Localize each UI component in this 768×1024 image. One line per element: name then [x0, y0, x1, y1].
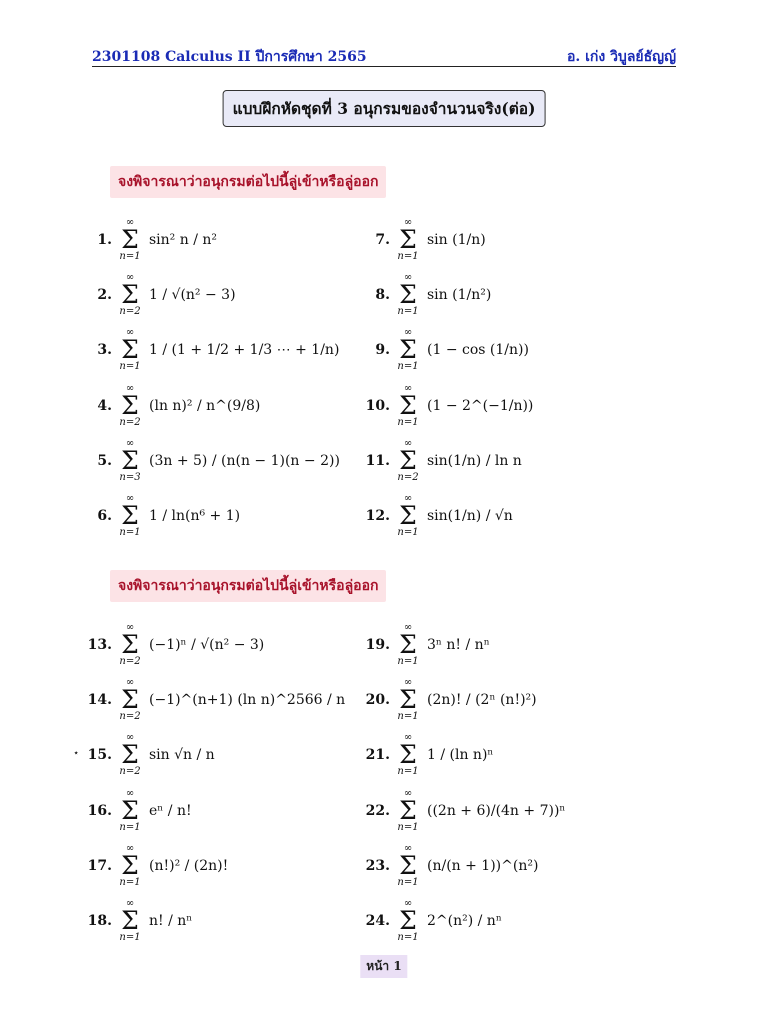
problem-item	[358, 730, 493, 780]
problem-number: 6.	[97, 508, 112, 524]
sum-upper-limit: ∞	[403, 677, 413, 688]
sum-lower-limit: n=2	[119, 711, 141, 722]
series-term: 1 / (1 + 1/2 + 1/3 ⋯ + 1/n)	[149, 342, 340, 358]
series-term: (n!)² / (2n)!	[149, 858, 229, 874]
problem-item	[80, 620, 264, 670]
sum-upper-limit: ∞	[403, 217, 413, 228]
series-term: (3n + 5) / (n(n − 1)(n − 2))	[149, 453, 340, 469]
summation-sign	[395, 494, 421, 538]
course-title: 2301108 Calculus II ปีการศึกษา 2565	[92, 49, 367, 65]
series-term: sin (1/n)	[427, 232, 486, 248]
problem-number: 22.	[365, 803, 390, 819]
sum-lower-limit: n=1	[397, 766, 419, 777]
problem-item	[80, 841, 228, 891]
series-term: n! / nⁿ	[149, 913, 193, 929]
sigma-icon: Σ	[399, 391, 417, 420]
series-term: sin(1/n) / √n	[427, 508, 513, 524]
sum-upper-limit: ∞	[125, 217, 135, 228]
page-header	[92, 44, 676, 67]
problem-number: 8.	[375, 287, 390, 303]
problem-item	[73, 730, 215, 780]
summation-sign	[395, 623, 421, 667]
sum-upper-limit: ∞	[403, 438, 413, 449]
sigma-icon: Σ	[121, 630, 139, 659]
series-term: (−1)^(n+1) (ln n)^2566 / n	[149, 692, 346, 708]
series-term: sin √n / n	[149, 747, 215, 763]
summation-sign	[395, 844, 421, 888]
sigma-icon: Σ	[399, 225, 417, 254]
series-term: (1 − cos (1/n))	[427, 342, 529, 358]
summation-sign	[117, 494, 143, 538]
summation-sign	[117, 733, 143, 777]
sum-lower-limit: n=1	[119, 932, 141, 943]
sum-lower-limit: n=1	[119, 361, 141, 372]
sum-lower-limit: n=1	[397, 251, 419, 262]
sum-upper-limit: ∞	[125, 843, 135, 854]
summation-sign	[117, 623, 143, 667]
sigma-icon: Σ	[121, 391, 139, 420]
problem-item	[80, 270, 236, 320]
problem-number: 13.	[87, 637, 112, 653]
summation-sign	[395, 439, 421, 483]
section-heading-2: จงพิจารณาว่าอนุกรมต่อไปนี้ลู่เข้าหรือลู่ออก	[110, 570, 386, 602]
sum-lower-limit: n=1	[119, 822, 141, 833]
problem-number: 7.	[375, 232, 390, 248]
problem-item	[358, 436, 522, 486]
sum-lower-limit: n=2	[119, 766, 141, 777]
series-term: sin (1/n²)	[427, 287, 492, 303]
sum-lower-limit: n=1	[119, 251, 141, 262]
problem-number: 10.	[365, 398, 390, 414]
sum-upper-limit: ∞	[403, 788, 413, 799]
problem-item	[80, 896, 192, 946]
sum-lower-limit: n=2	[397, 472, 419, 483]
summation-sign	[395, 328, 421, 372]
summation-sign	[117, 384, 143, 428]
problem-item	[358, 491, 513, 541]
problem-item	[80, 436, 340, 486]
sum-lower-limit: n=3	[119, 472, 141, 483]
problem-item	[358, 675, 537, 725]
summation-sign	[395, 789, 421, 833]
sigma-icon: Σ	[121, 906, 139, 935]
sigma-icon: Σ	[121, 740, 139, 769]
problem-number: 17.	[87, 858, 112, 874]
problem-number: 16.	[87, 803, 112, 819]
sigma-icon: Σ	[399, 501, 417, 530]
sum-upper-limit: ∞	[125, 677, 135, 688]
sigma-icon: Σ	[121, 280, 139, 309]
series-term: 2^(n²) / nⁿ	[427, 913, 502, 929]
summation-sign	[117, 844, 143, 888]
summation-sign	[117, 328, 143, 372]
sigma-icon: Σ	[121, 335, 139, 364]
summation-sign	[395, 899, 421, 943]
summation-sign	[395, 384, 421, 428]
sum-upper-limit: ∞	[403, 327, 413, 338]
sum-lower-limit: n=2	[119, 417, 141, 428]
sigma-icon: Σ	[399, 446, 417, 475]
problem-number: 14.	[87, 692, 112, 708]
exercise-title: แบบฝึกหัดชุดที่ 3 อนุกรมของจำนวนจริง(ต่อ)	[223, 90, 546, 127]
sigma-icon: Σ	[121, 446, 139, 475]
sigma-icon: Σ	[121, 225, 139, 254]
problem-number: 12.	[365, 508, 390, 524]
sum-upper-limit: ∞	[125, 327, 135, 338]
problem-item	[80, 215, 217, 265]
problem-item	[358, 215, 486, 265]
problem-number: 20.	[365, 692, 390, 708]
sigma-icon: Σ	[399, 335, 417, 364]
problem-item	[80, 325, 339, 375]
summation-sign	[117, 789, 143, 833]
series-term: 1 / √(n² − 3)	[149, 287, 236, 303]
problem-item	[358, 896, 502, 946]
sigma-icon: Σ	[121, 851, 139, 880]
series-term: sin² n / n²	[149, 232, 218, 248]
sum-upper-limit: ∞	[125, 383, 135, 394]
sum-lower-limit: n=1	[119, 877, 141, 888]
problem-number: 19.	[365, 637, 390, 653]
summation-sign	[117, 899, 143, 943]
sum-lower-limit: n=1	[397, 877, 419, 888]
problem-number: 5.	[97, 453, 112, 469]
sigma-icon: Σ	[399, 796, 417, 825]
summation-sign	[395, 733, 421, 777]
summation-sign	[395, 218, 421, 262]
series-term: eⁿ / n!	[149, 803, 192, 819]
sigma-icon: Σ	[399, 630, 417, 659]
summation-sign	[117, 218, 143, 262]
series-term: (2n)! / (2ⁿ (n!)²)	[427, 692, 537, 708]
series-term: sin(1/n) / ln n	[427, 453, 522, 469]
series-term: (1 − 2^(−1/n))	[427, 398, 534, 414]
sigma-icon: Σ	[399, 740, 417, 769]
sum-upper-limit: ∞	[403, 272, 413, 283]
sum-lower-limit: n=1	[397, 417, 419, 428]
sum-lower-limit: n=1	[397, 711, 419, 722]
instructor-name: อ. เก่ง วิบูลย์ธัญญ์	[566, 49, 676, 65]
star-icon: ⋆	[73, 748, 80, 759]
summation-sign	[395, 678, 421, 722]
sum-upper-limit: ∞	[125, 493, 135, 504]
summation-sign	[117, 678, 143, 722]
problem-item	[80, 491, 240, 541]
page-number: หน้า 1	[360, 955, 407, 978]
problem-number: 1.	[97, 232, 112, 248]
problem-item	[80, 786, 192, 836]
sigma-icon: Σ	[121, 796, 139, 825]
summation-sign	[117, 273, 143, 317]
sigma-icon: Σ	[121, 685, 139, 714]
problem-item	[358, 620, 490, 670]
problem-item	[80, 381, 260, 431]
series-term: 1 / ln(n⁶ + 1)	[149, 508, 241, 524]
sum-upper-limit: ∞	[125, 622, 135, 633]
summation-sign	[395, 273, 421, 317]
sum-upper-limit: ∞	[403, 843, 413, 854]
problem-number: 24.	[365, 913, 390, 929]
summation-sign	[117, 439, 143, 483]
sum-lower-limit: n=2	[119, 306, 141, 317]
problem-number: 3.	[97, 342, 112, 358]
sum-lower-limit: n=1	[397, 361, 419, 372]
problem-item	[358, 841, 538, 891]
series-term: ((2n + 6)/(4n + 7))ⁿ	[427, 803, 566, 819]
sigma-icon: Σ	[399, 851, 417, 880]
problem-number: 2.	[97, 287, 112, 303]
sum-upper-limit: ∞	[403, 898, 413, 909]
series-term: 1 / (ln n)ⁿ	[427, 747, 494, 763]
problem-item	[80, 675, 345, 725]
sum-upper-limit: ∞	[403, 493, 413, 504]
sum-upper-limit: ∞	[125, 732, 135, 743]
sum-lower-limit: n=1	[397, 822, 419, 833]
sum-upper-limit: ∞	[125, 438, 135, 449]
problem-item	[358, 381, 533, 431]
sum-upper-limit: ∞	[403, 732, 413, 743]
sum-lower-limit: n=1	[397, 656, 419, 667]
problem-item	[358, 325, 529, 375]
sigma-icon: Σ	[399, 906, 417, 935]
problem-number: ⋆ 15.	[73, 747, 112, 763]
sigma-icon: Σ	[121, 501, 139, 530]
problem-number: 11.	[365, 453, 390, 469]
sigma-icon: Σ	[399, 280, 417, 309]
sum-lower-limit: n=1	[397, 932, 419, 943]
series-term: (ln n)² / n^(9/8)	[149, 398, 261, 414]
sum-upper-limit: ∞	[125, 272, 135, 283]
problem-item	[358, 270, 491, 320]
sigma-icon: Σ	[399, 685, 417, 714]
series-term: (n/(n + 1))^(n²)	[427, 858, 539, 874]
series-term: (−1)ⁿ / √(n² − 3)	[149, 637, 265, 653]
problem-number: 21.	[365, 747, 390, 763]
problem-number: 18.	[87, 913, 112, 929]
sum-upper-limit: ∞	[125, 898, 135, 909]
series-term: 3ⁿ n! / nⁿ	[427, 637, 490, 653]
sum-lower-limit: n=1	[119, 527, 141, 538]
section-heading-1: จงพิจารณาว่าอนุกรมต่อไปนี้ลู่เข้าหรือลู่ออก	[110, 166, 386, 198]
sum-upper-limit: ∞	[403, 622, 413, 633]
problem-number: 9.	[375, 342, 390, 358]
sum-upper-limit: ∞	[125, 788, 135, 799]
problem-number: 4.	[97, 398, 112, 414]
sum-upper-limit: ∞	[403, 383, 413, 394]
problem-number: 23.	[365, 858, 390, 874]
problem-item	[358, 786, 565, 836]
sum-lower-limit: n=2	[119, 656, 141, 667]
sum-lower-limit: n=1	[397, 527, 419, 538]
sum-lower-limit: n=1	[397, 306, 419, 317]
